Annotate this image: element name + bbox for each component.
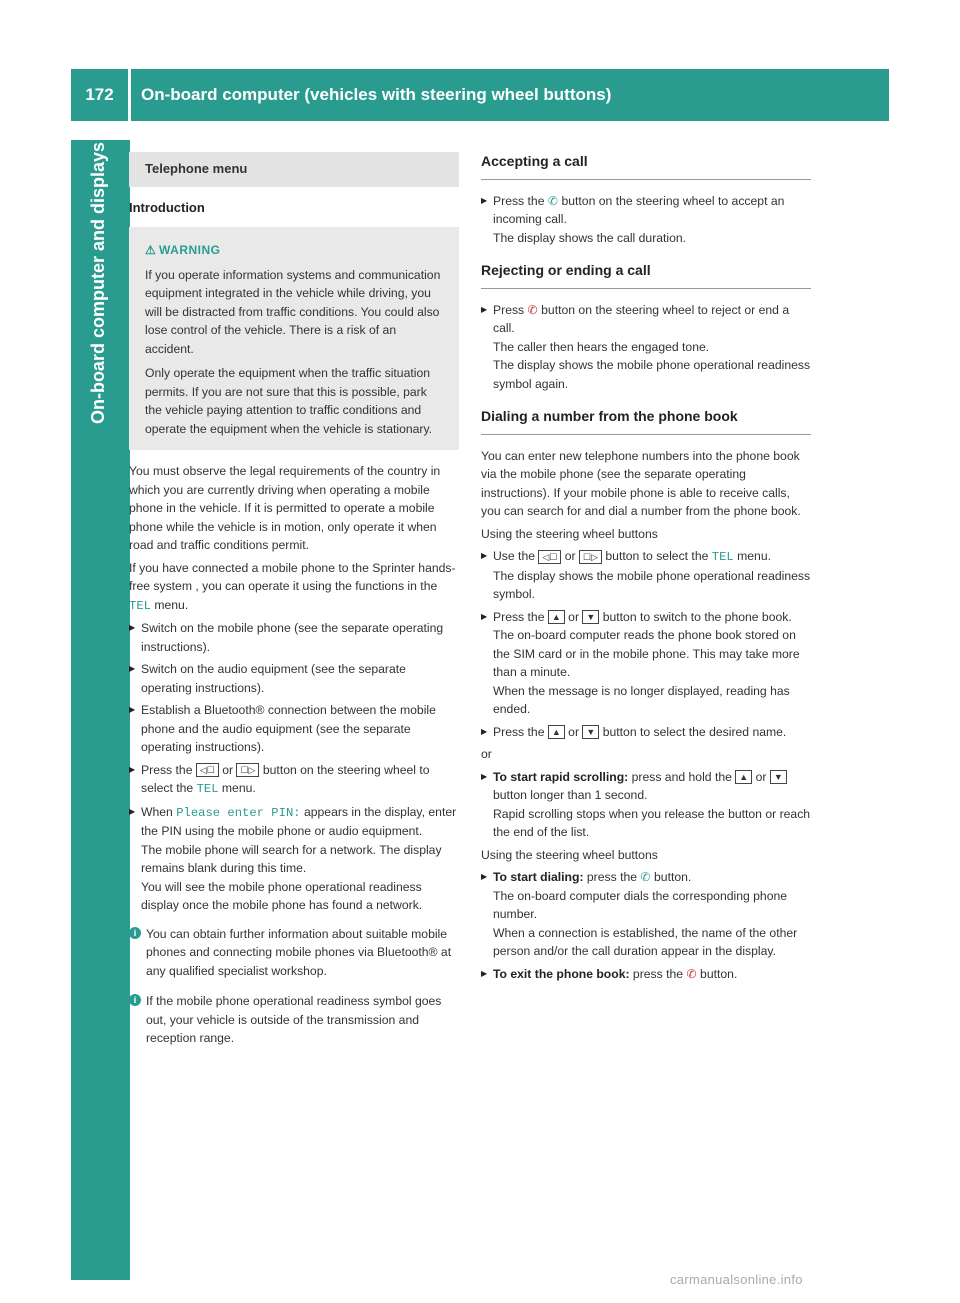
menu-left-key-icon: ◁☐ xyxy=(196,763,219,777)
step-item: ▶ Press ✆ button on the steering wheel to reject or end a call. The caller then hears the engaged tone. The display shows the mobile phone operational readiness symbol again. xyxy=(481,301,811,394)
warning-triangle-icon: ⚠ xyxy=(145,243,157,257)
or-text: or xyxy=(481,747,492,761)
step-item: ▶ To start rapid scrolling: press and hold the ▲ or ▼ button longer than 1 second. Rapid scrolling stops when you release the button or reach the end of the list. xyxy=(481,768,811,842)
paragraph: If you have connected a mobile phone to the Sprinter hands-free system , you can operate it using the functions in the TEL menu. xyxy=(129,560,456,613)
up-arrow-key-icon: ▲ xyxy=(548,610,565,624)
menu-right-key-icon: ☐▷ xyxy=(236,763,259,777)
step-item: ▶ Switch on the audio equipment (see the separate operating instructions). xyxy=(129,660,459,697)
paragraph: Using the steering wheel buttons xyxy=(481,526,658,541)
heading-accepting-call: Accepting a call xyxy=(481,152,811,180)
warning-title xyxy=(145,241,447,260)
info-note: i You can obtain further information about suitable mobile phones and connecting mobile phones via Bluetooth® at any qualified specialist workshop. xyxy=(129,925,459,981)
step-item: ▶ To start dialing: press the ✆ button. The on-board computer dials the corresponding phone number. When a connection is established, the name of the other person and/or the call duration appear in the display. xyxy=(481,868,811,961)
step-item: ▶ Press the ✆ button on the steering wheel to accept an incoming call. The display shows the call duration. xyxy=(481,192,811,248)
info-note: i If the mobile phone operational readiness symbol goes out, your vehicle is outside of the transmission and reception range. xyxy=(129,992,459,1048)
phone-accept-icon: ✆ xyxy=(640,870,651,884)
step-item: ▶ Establish a Bluetooth® connection between the mobile phone and the audio equipment (see the separate operating instructions). xyxy=(129,701,459,757)
info-icon: i xyxy=(129,927,141,939)
warning-text: If you operate information systems and communication equipment integrated in the vehicle while driving, you will be distracted from traffic conditions. You could also lose control of the vehicle. There is a risk of an accident. xyxy=(145,267,441,356)
page-header xyxy=(71,69,889,121)
down-arrow-key-icon: ▼ xyxy=(582,610,599,624)
paragraph: You can enter new telephone numbers into the phone book via the mobile phone (see the separate operating instructions). If your mobile phone is able to receive calls, you can search for and dial a number from the phone book. xyxy=(481,448,801,518)
sidebar-label: On-board computer and displays xyxy=(88,142,108,425)
watermark[interactable]: carmanualsonline.info xyxy=(670,1272,803,1287)
right-column xyxy=(481,152,811,987)
warning-label: WARNING xyxy=(159,243,221,257)
up-arrow-key-icon: ▲ xyxy=(548,725,565,739)
paragraph: Using the steering wheel buttons xyxy=(481,847,658,862)
step-item: ▶ Press the ▲ or ▼ button to switch to the phone book. The on-board computer reads the phone book stored on the SIM card or in the mobile phone. This may take more than a minute. When the message is no longer displayed, reading has ended. xyxy=(481,608,811,719)
down-arrow-key-icon: ▼ xyxy=(770,770,787,784)
heading-dialing-phone-book: Dialing a number from the phone book xyxy=(481,407,811,435)
step-item: ▶ Switch on the mobile phone (see the separate operating instructions). xyxy=(129,619,459,656)
page-title: On-board computer (vehicles with steering wheel buttons) xyxy=(141,85,612,104)
page-number: 172 xyxy=(85,85,114,104)
heading-rejecting-call: Rejecting or ending a call xyxy=(481,261,811,289)
step-item: ▶ To exit the phone book: press the ✆ button. xyxy=(481,965,811,984)
step-item: ▶ Press the ▲ or ▼ button to select the desired name. xyxy=(481,723,811,742)
paragraph: You must observe the legal requirements of the country in which you are currently driving when operating a mobile phone in the vehicle. If it is permitted to operate a mobile phone while the vehicle is in motion, only operate it when road and traffic conditions permit. xyxy=(129,464,441,552)
step-item: ▶ Press the ◁☐ or ☐▷ button on the steering wheel to select the TEL menu. xyxy=(129,761,459,799)
subheading-introduction: Introduction xyxy=(129,199,205,215)
phone-accept-icon: ✆ xyxy=(547,193,559,208)
step-item: ▶ Use the ◁☐ or ☐▷ button to select the TEL menu. The display shows the mobile phone operational readiness symbol. xyxy=(481,547,811,604)
left-column xyxy=(129,152,459,1060)
menu-right-key-icon: ☐▷ xyxy=(579,550,602,564)
step-item: ▶ When Please enter PIN: appears in the display, enter the PIN using the mobile phone or audio equipment. The mobile phone will search for a network. The display remains blank during this time. You will see the mobile phone operational readiness display once the mobile phone has found a network. xyxy=(129,803,459,915)
menu-left-key-icon: ◁☐ xyxy=(538,550,561,564)
up-arrow-key-icon: ▲ xyxy=(735,770,752,784)
phone-end-icon: ✆ xyxy=(527,302,538,317)
header-divider xyxy=(128,69,131,121)
warning-box xyxy=(129,227,459,450)
phone-end-icon: ✆ xyxy=(686,966,697,981)
warning-text: Only operate the equipment when the traffic situation permits. If you are not sure that this is possible, park the vehicle paying attention to traffic conditions and operate the equipment when the vehicle is stationary. xyxy=(145,366,433,436)
info-icon: i xyxy=(129,994,141,1006)
down-arrow-key-icon: ▼ xyxy=(582,725,599,739)
section-heading-telephone-menu: Telephone menu xyxy=(129,152,459,187)
